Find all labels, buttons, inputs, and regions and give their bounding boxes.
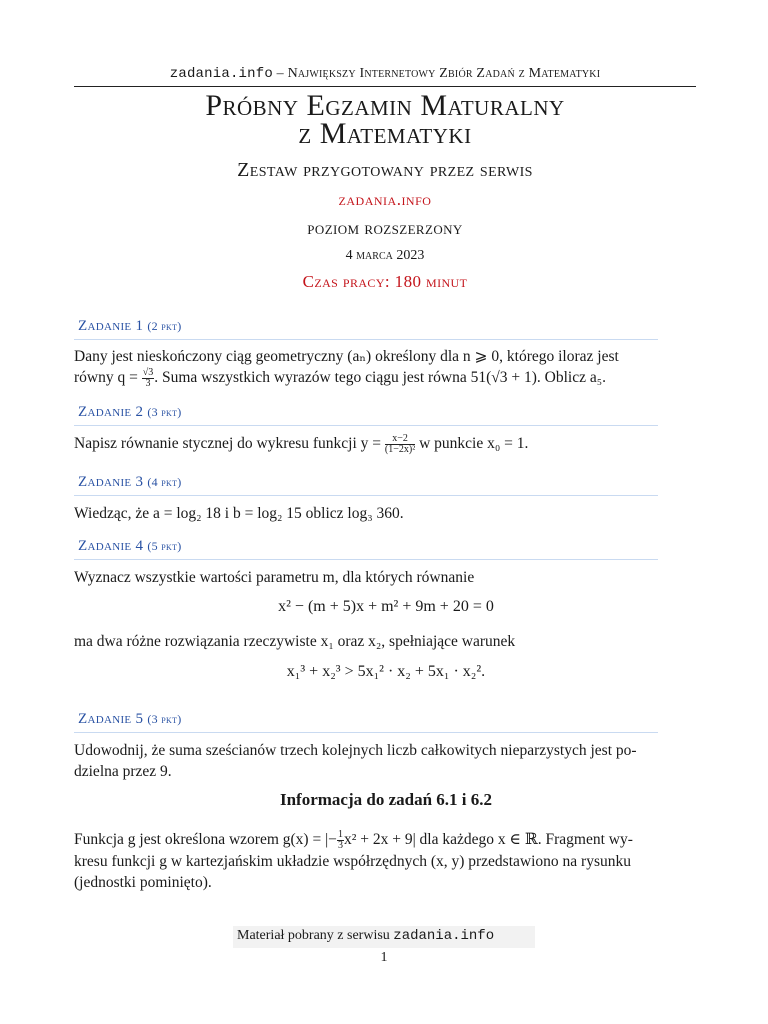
running-head-text: [74, 66, 696, 82]
info-frac-num: 1: [337, 828, 343, 840]
task-1-line2-a: równy q =: [74, 369, 142, 386]
task-4-heading: [74, 538, 658, 560]
page-number: 1: [380, 950, 388, 965]
task-3-text: Wiedząc, że a = log₂ 18 i b = log₂ 15 oblicz log₃ 360.: [74, 505, 404, 522]
task-5-line1: Udowodnij, że suma sześcianów trzech kolejnych liczb całkowitych nieparzystych jest po-: [74, 742, 637, 759]
exam-site: zadania.info: [338, 190, 432, 209]
exam-date: 4 marca 2023: [345, 248, 425, 263]
task-1-title: Zadanie 1: [78, 318, 144, 334]
task-1-text: [74, 346, 698, 389]
task-5-heading: [74, 711, 658, 733]
task-1-points: (2 pkt): [147, 319, 182, 333]
running-head-site: zadania.info: [169, 66, 273, 82]
task-5-line2: dzielna przez 9.: [74, 763, 172, 780]
info-frac-den: 3: [337, 839, 343, 851]
task-3-heading: [74, 474, 658, 496]
info-line1-a: Funkcja g jest określona wzorem g(x) = |−: [74, 831, 337, 848]
task-1-fraction: [142, 368, 155, 389]
task-1-frac-den: 3: [145, 377, 151, 389]
info-line3: (jednostki pominięto).: [74, 873, 212, 891]
task-1-heading: [74, 318, 658, 340]
task-1-line1: Dany jest nieskończony ciąg geometryczny (aₙ) określony dla n ⩾ 0, którego iloraz jest: [74, 348, 619, 365]
task-4-rule: [74, 559, 658, 560]
task-2-frac-den: (1−2x)²: [384, 443, 416, 455]
task-4-label: [78, 538, 182, 555]
task-2-label: [78, 404, 182, 421]
task-4-points: (5 pkt): [147, 539, 182, 553]
task-4-equation2: x₁³ + x₂³ > 5x₁² · x₂ + 5x₁ · x₂².: [286, 663, 486, 680]
exam-title-line1: Próbny Egzamin Maturalny: [205, 89, 565, 122]
running-head-tagline: – Największy Internetowy Zbiór Zadań z Matematyki: [272, 66, 601, 81]
footer-site-link[interactable]: zadania.info: [393, 928, 495, 944]
task-1-line2-b: . Suma wszystkich wyrazów tego ciągu jest równa 51(√3 + 1). Oblicz a₅.: [154, 369, 607, 386]
info-line1: [74, 829, 698, 851]
task-5-label: [78, 711, 182, 728]
task-5-text: [74, 740, 698, 782]
task-1-line2: [74, 367, 698, 389]
exam-level: poziom rozszerzony: [307, 218, 463, 238]
running-head: [74, 66, 696, 88]
task-2-fraction: [385, 434, 415, 455]
task-3-rule: [74, 495, 658, 496]
info-fraction: [337, 830, 344, 851]
title-block: [74, 89, 696, 292]
task-4-equation1: x² − (m + 5)x + m² + 9m + 20 = 0: [278, 598, 494, 615]
task-5-points: (3 pkt): [147, 712, 182, 726]
footer-text: [237, 928, 494, 944]
task-2-text: [74, 433, 698, 455]
exam-subtitle: Zestaw przygotowany przez serwis: [237, 159, 533, 181]
task-2-text-a: Napisz równanie stycznej do wykresu funkcji y =: [74, 435, 385, 452]
task-2-text-b: w punkcie x₀ = 1.: [415, 435, 529, 452]
task-3-label: [78, 474, 182, 491]
info-line2: kresu funkcji g w kartezjańskim układzie współrzędnych (x, y) przedstawiono na rysunku: [74, 852, 631, 870]
running-head-rule: [74, 86, 696, 87]
footer-label: Materiał pobrany z serwisu: [237, 928, 394, 943]
task-2-title: Zadanie 2: [78, 404, 144, 420]
task-4-text2: ma dwa różne rozwiązania rzeczywiste x₁ oraz x₂, spełniające warunek: [74, 633, 516, 650]
info-line1-b: x² + 2x + 9| dla każdego x ∈ ℝ. Fragment wy-: [343, 831, 633, 848]
task-1-rule: [74, 339, 658, 340]
task-3-points: (4 pkt): [147, 475, 182, 489]
footer: [233, 926, 535, 948]
info-text: [74, 829, 698, 893]
exam-time: Czas pracy: 180 minut: [302, 272, 468, 291]
task-4-title: Zadanie 4: [78, 538, 144, 554]
task-2-heading: [74, 404, 658, 426]
task-3-title: Zadanie 3: [78, 474, 144, 490]
task-5-title: Zadanie 5: [78, 711, 144, 727]
task-1-frac-num: √3: [142, 366, 154, 378]
info-heading: Informacja do zadań 6.1 i 6.2: [279, 790, 493, 809]
task-1-label: [78, 318, 182, 335]
task-2-rule: [74, 425, 658, 426]
task-5-rule: [74, 732, 658, 733]
task-2-frac-num: x−2: [385, 434, 415, 445]
exam-title-line2: z Matematyki: [298, 117, 472, 150]
task-2-points: (3 pkt): [147, 405, 182, 419]
task-4-text1: Wyznacz wszystkie wartości parametru m, dla których równanie: [74, 569, 475, 586]
